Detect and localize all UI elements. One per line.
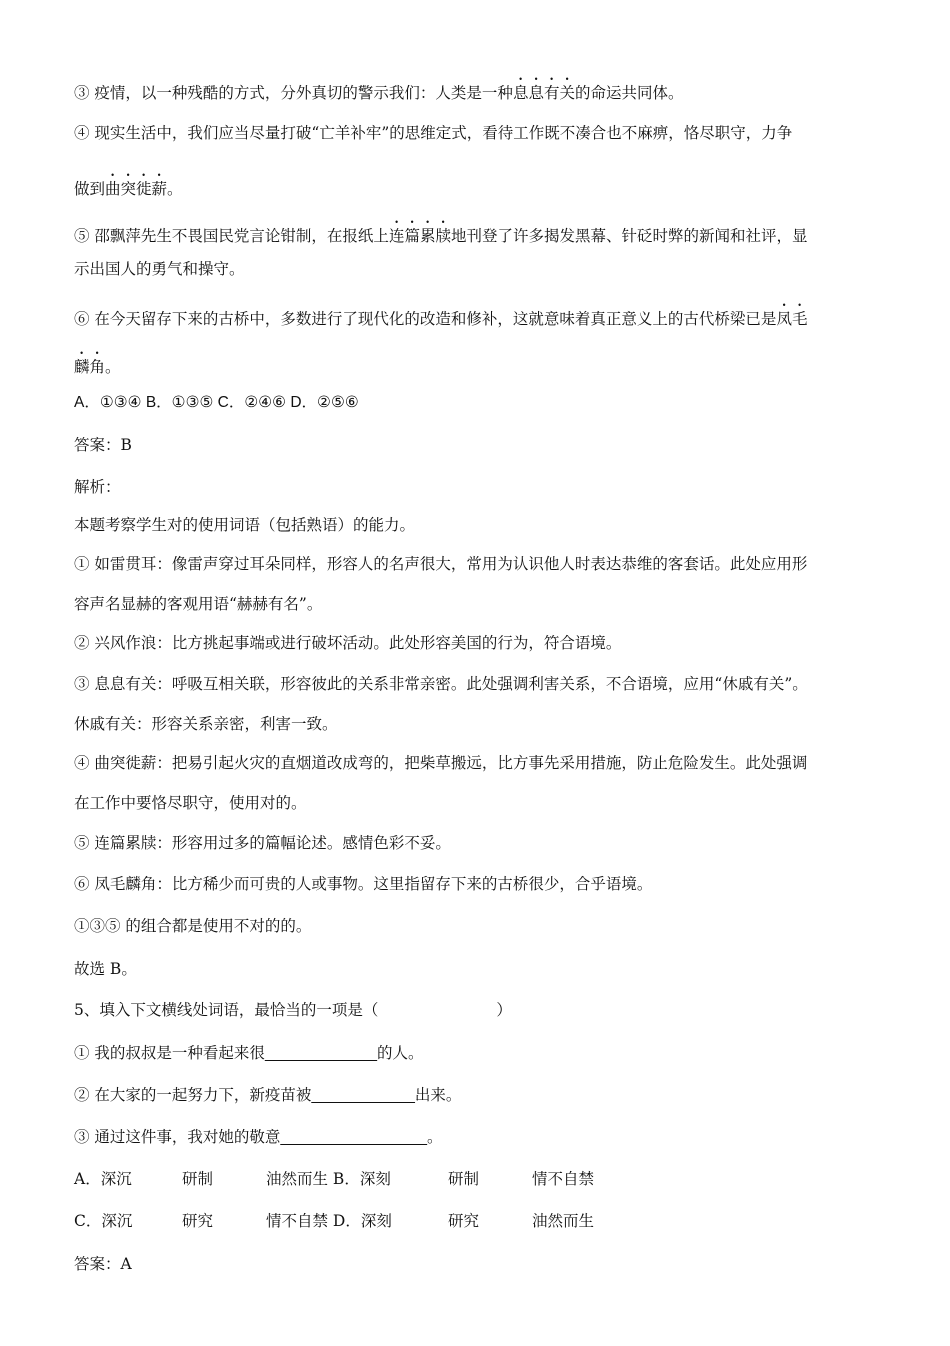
text: 5、填入下文横线处词语，最恰当的一项是（: [74, 1001, 379, 1019]
q5-sentence-2: [74, 1085, 461, 1106]
q4-item-4-line2: [74, 171, 183, 199]
text: ⑤ 邵飘萍先生不畏国民党言论钳制，在报纸上: [74, 227, 389, 245]
analysis-line: 在工作中要恪尽职守，使用对的。: [74, 794, 307, 812]
q4-item-4-line1: ④ 现实生活中，我们应当尽量打破“亡羊补牢”的思维定式，看待工作既不凑合也不麻痹，恪尽职守，力争: [74, 124, 793, 142]
option-cell: 情不自禁: [532, 1170, 595, 1188]
option-cell: 研制: [448, 1170, 480, 1188]
option-cell: 研究: [182, 1212, 214, 1230]
text: ① 我的叔叔是一种看起来很: [74, 1044, 265, 1062]
q5-sentence-1: [74, 1043, 424, 1064]
q5-sentence-3: [74, 1127, 443, 1148]
text: 。: [167, 180, 183, 198]
option-cell: C．深沉: [74, 1212, 133, 1230]
fill-blank: _____________: [264, 1045, 378, 1062]
option-cell: A．深沉: [74, 1170, 132, 1188]
option-cell: 研制: [182, 1170, 214, 1188]
fill-blank: _________________: [280, 1129, 427, 1146]
text: ③ 疫情，以一种残酷的方式，分外真切的警示我们：人类是一种: [74, 84, 513, 102]
emphasized-phrase: 息息有关: [512, 84, 575, 102]
text: ⑥ 在今天留存下来的古桥中，多数进行了现代化的改造和修补，这就意味着真正意义上的古代桥梁已是: [74, 310, 777, 328]
q5-options-cd: [74, 1211, 594, 1231]
text: ② 在大家的一起努力下，新疫苗被: [74, 1086, 312, 1104]
q4-item-5-line1: [74, 218, 807, 246]
analysis-line: ① 如雷贯耳：像雷声穿过耳朵同样，形容人的名声很大，常用为认识他人时表达恭维的客套话。此处应用形: [74, 555, 808, 573]
q4-options: A．①③④ B．①③⑤ C．②④⑥ D．②⑤⑥: [74, 394, 359, 411]
q4-item-6-line2: [74, 349, 121, 377]
analysis-line: ⑥ 凤毛麟角：比方稀少而可贵的人或事物。这里指留存下来的古桥很少，合乎语境。: [74, 875, 653, 893]
emphasized-phrase: 凤毛: [776, 310, 808, 328]
option-cell: 油然而生 B．深刻: [266, 1170, 391, 1188]
analysis-line: ② 兴风作浪：比方挑起事端或进行破坏活动。此处形容美国的行为，符合语境。: [74, 634, 622, 652]
fill-blank: ____________: [311, 1087, 415, 1104]
text: ）: [496, 1001, 512, 1019]
text: 地刊登了许多揭发黑幕、针砭时弊的新闻和社评，显: [450, 227, 808, 245]
q4-answer: 答案：B: [74, 436, 132, 454]
emphasized-phrase: 连篇累牍: [388, 227, 451, 245]
option-cell: 情不自禁 D．深刻: [266, 1212, 392, 1230]
option-cell: 研究: [448, 1212, 480, 1230]
text: 。: [105, 358, 121, 376]
q5-answer: 答案：A: [74, 1255, 132, 1273]
analysis-line: 休戚有关：形容关系亲密，利害一致。: [74, 715, 338, 733]
q5-stem: [74, 1000, 512, 1020]
analysis-line: ⑤ 连篇累牍：形容用过多的篇幅论述。感情色彩不妥。: [74, 834, 451, 852]
text: 的人。: [377, 1044, 424, 1062]
text: 出来。: [414, 1086, 462, 1104]
q4-item-6-line1: [74, 301, 807, 329]
text: 。: [426, 1128, 443, 1146]
q4-item-5-line2: 示出国人的勇气和操守。: [74, 260, 245, 278]
emphasized-phrase: 曲突徙薪: [105, 180, 168, 198]
analysis-line: 本题考察学生对的使用词语（包括熟语）的能力。: [74, 516, 416, 534]
analysis-line: 故选 B。: [74, 960, 137, 978]
analysis-line: ③ 息息有关：呼吸互相关联，形容彼此的关系非常亲密。此处强调利害关系，不合语境，应用“休戚有关”。: [74, 675, 808, 693]
text: 做到: [74, 180, 106, 198]
q4-item-3: [74, 75, 683, 103]
text: ③ 通过这件事，我对她的敬意: [74, 1128, 281, 1146]
analysis-line: 容声名显赫的客观用语“赫赫有名”。: [74, 595, 323, 613]
text: 的命运共同体。: [574, 84, 684, 102]
emphasized-phrase: 麟角: [74, 358, 106, 376]
q5-options-ab: [74, 1169, 594, 1189]
analysis-label: 解析：: [74, 478, 121, 496]
analysis-line: ④ 曲突徙薪：把易引起火灾的直烟道改成弯的，把柴草搬远，比方事先采用措施，防止危险发生。此处强调: [74, 754, 808, 772]
option-cell: 油然而生: [532, 1212, 595, 1230]
analysis-line: ①③⑤ 的组合都是使用不对的的。: [74, 917, 312, 935]
